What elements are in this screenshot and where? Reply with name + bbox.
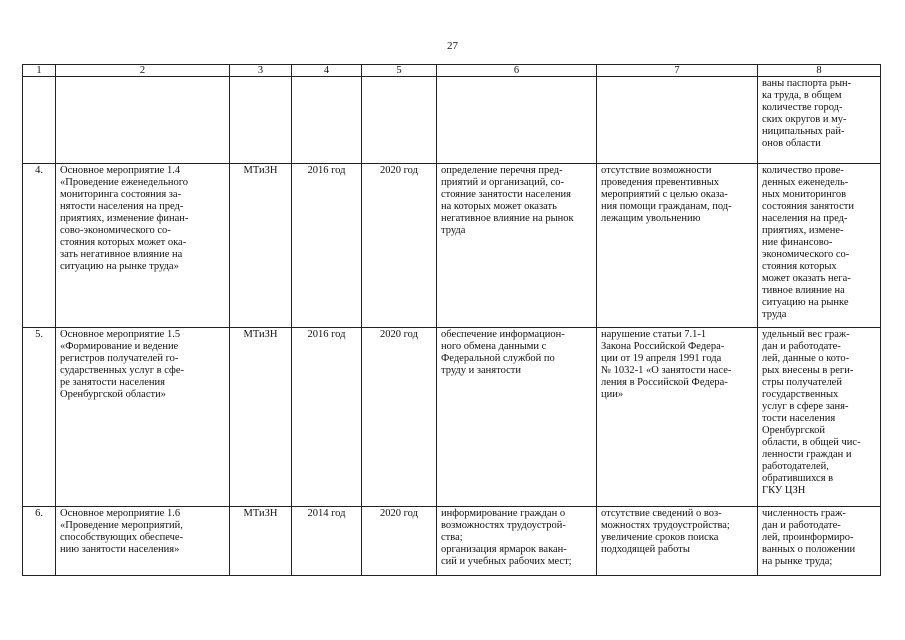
expected-result: определение перечня пред- приятий и организаций, со- стояние занятости населения на которых может оказать негативное влияние на рынок труда <box>437 164 597 328</box>
table-row <box>23 328 881 507</box>
column-header: 4 <box>292 65 362 77</box>
start-year: 2016 год <box>292 328 362 507</box>
table-row <box>23 164 881 328</box>
responsible-org: МТиЗН <box>230 328 292 507</box>
column-header: 1 <box>23 65 56 77</box>
expected-result <box>437 77 597 164</box>
row-number <box>23 77 56 164</box>
column-header: 5 <box>362 65 437 77</box>
column-header: 3 <box>230 65 292 77</box>
indicator: удельный вес граж- дан и работодате- лей, данные о кото- рых внесены в реги- стры получателей государственных услуг в сфере заня- тости населения Оренбургской области, в общей чис- ленности граждан и работодателей, обратившихся в ГКУ ЦЗН <box>758 328 881 507</box>
page-number: 27 <box>447 40 458 52</box>
end-year: 2020 год <box>362 507 437 576</box>
consequences: нарушение статьи 7.1-1 Закона Российской Федера- ции от 19 апреля 1991 года № 1032-1 «О занятости насе- ления в Российской Федера- ции» <box>597 328 758 507</box>
consequences <box>597 77 758 164</box>
start-year: 2014 год <box>292 507 362 576</box>
table-row <box>23 77 881 164</box>
start-year <box>292 77 362 164</box>
measure-name <box>56 77 230 164</box>
indicator: ваны паспорта рын- ка труда, в общем количестве город- ских округов и му- ниципальных рай- онов области <box>758 77 881 164</box>
table-row <box>23 507 881 576</box>
column-header: 2 <box>56 65 230 77</box>
consequences: отсутствие возможности проведения превентивных мероприятий с целью оказа- ния помощи гражданам, под- лежащим увольнению <box>597 164 758 328</box>
responsible-org: МТиЗН <box>230 164 292 328</box>
indicator: численность граж- дан и работодате- лей, проинформиро- ванных о положении на рынке труда; <box>758 507 881 576</box>
measure-name: Основное мероприятие 1.6 «Проведение мероприятий, способствующих обеспече- нию занятости населения» <box>56 507 230 576</box>
measure-name: Основное мероприятие 1.4 «Проведение еженедельного мониторинга состояния за- нятости населения на пред- приятиях, изменение финан- сово-экономического со- стояния которых может ока- зать негативное влияние на ситуацию на рынке труда» <box>56 164 230 328</box>
end-year: 2020 год <box>362 164 437 328</box>
column-header: 7 <box>597 65 758 77</box>
indicator: количество прове- денных еженедель- ных мониторингов состояния занятости населения на пред- приятиях, измене- ние финансово- экономического со- стояния которых может оказать нега- тивное влияние на ситуацию на рынке труда <box>758 164 881 328</box>
row-number: 5. <box>23 328 56 507</box>
responsible-org <box>230 77 292 164</box>
column-header: 6 <box>437 65 597 77</box>
measures-table <box>22 64 881 576</box>
end-year: 2020 год <box>362 328 437 507</box>
start-year: 2016 год <box>292 164 362 328</box>
end-year <box>362 77 437 164</box>
column-header: 8 <box>758 65 881 77</box>
header-row <box>23 65 881 77</box>
expected-result: информирование граждан о возможностях трудоустрой- ства; организация ярмарок вакан- сий и учебных рабочих мест; <box>437 507 597 576</box>
measure-name: Основное мероприятие 1.5 «Формирование и ведение регистров получателей го- сударственных услуг в сфе- ре занятости населения Оренбургской области» <box>56 328 230 507</box>
consequences: отсутствие сведений о воз- можностях трудоустройства; увеличение сроков поиска подходящей работы <box>597 507 758 576</box>
responsible-org: МТиЗН <box>230 507 292 576</box>
row-number: 4. <box>23 164 56 328</box>
expected-result: обеспечение информацион- ного обмена данными с Федеральной службой по труду и занятости <box>437 328 597 507</box>
row-number: 6. <box>23 507 56 576</box>
